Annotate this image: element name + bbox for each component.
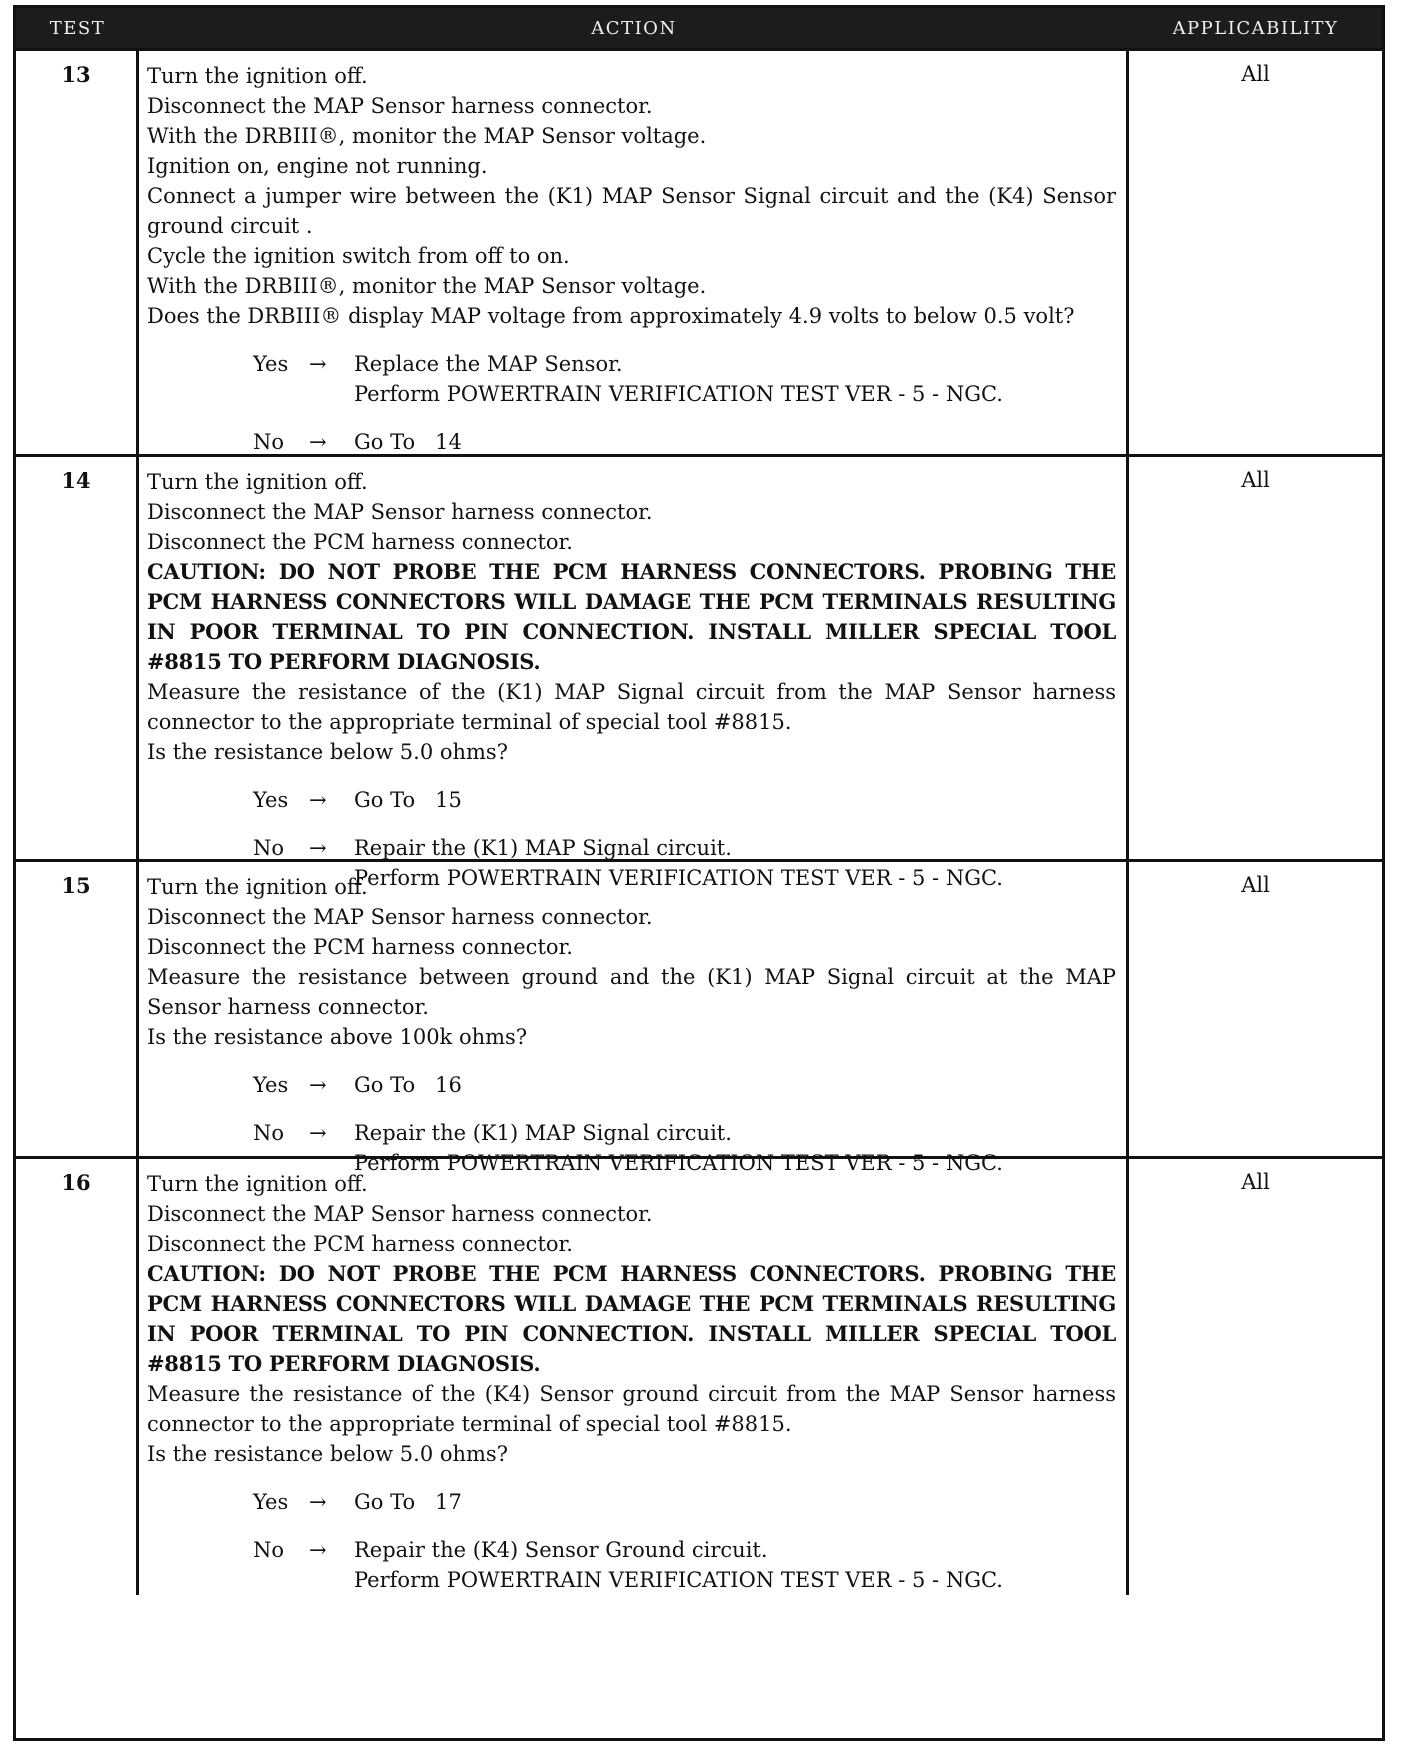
action-cell bbox=[139, 51, 1129, 454]
table-row bbox=[16, 859, 1382, 1175]
answer-no bbox=[253, 427, 1116, 457]
action-step: Disconnect the MAP Sensor harness connector. bbox=[147, 1202, 653, 1226]
table-row bbox=[16, 454, 1382, 890]
arrow-right-icon: → bbox=[309, 430, 327, 454]
action-cell bbox=[139, 1159, 1129, 1595]
table-row bbox=[16, 48, 1382, 454]
action-step: With the DRBIII®, monitor the MAP Sensor voltage. bbox=[147, 274, 707, 298]
action-step: Is the resistance below 5.0 ohms? bbox=[147, 1442, 508, 1466]
action-step: Measure the resistance between ground and the (K1) MAP Signal circuit at the MAP Sensor harness connector. bbox=[147, 965, 1116, 1019]
answer-no bbox=[253, 1535, 1116, 1595]
answer-label: Yes bbox=[253, 788, 289, 812]
header-applicability: APPLICABILITY bbox=[1172, 17, 1339, 39]
applicability-value: All bbox=[1241, 62, 1270, 86]
table-header bbox=[16, 8, 1382, 48]
answer-line: Repair the (K4) Sensor Ground circuit. bbox=[354, 1538, 768, 1562]
answer-line: Go To 15 bbox=[354, 788, 462, 812]
caution-text: CAUTION: DO NOT PROBE THE PCM HARNESS CONNECTORS. PROBING THE PCM HARNESS CONNECTORS WILL DAMAGE THE PCM TERMINALS RESULTING IN POOR TERMINAL TO PIN CONNECTION. INSTALL MILLER SPECIAL TOOL #8815 TO PERFORM DIAGNOSIS. bbox=[147, 1261, 1116, 1376]
answer-yes bbox=[253, 1070, 1116, 1100]
answer-label: No bbox=[253, 1538, 285, 1562]
arrow-right-icon: → bbox=[309, 836, 327, 860]
arrow-right-icon: → bbox=[309, 1538, 327, 1562]
header-test: TEST bbox=[49, 17, 106, 39]
action-step: Disconnect the PCM harness connector. bbox=[147, 530, 573, 554]
answer-label: Yes bbox=[253, 352, 289, 376]
test-number: 13 bbox=[16, 51, 139, 454]
answer-line: Go To 14 bbox=[354, 430, 462, 454]
action-step: Turn the ignition off. bbox=[147, 64, 368, 88]
answer-line: Perform POWERTRAIN VERIFICATION TEST VER - 5 - NGC. bbox=[354, 382, 1003, 406]
arrow-right-icon: → bbox=[309, 1073, 327, 1097]
answer-line: Perform POWERTRAIN VERIFICATION TEST VER - 5 - NGC. bbox=[354, 1568, 1003, 1592]
action-step: Ignition on, engine not running. bbox=[147, 154, 488, 178]
caution-text: CAUTION: DO NOT PROBE THE PCM HARNESS CONNECTORS. PROBING THE PCM HARNESS CONNECTORS WILL DAMAGE THE PCM TERMINALS RESULTING IN POOR TERMINAL TO PIN CONNECTION. INSTALL MILLER SPECIAL TOOL #8815 TO PERFORM DIAGNOSIS. bbox=[147, 559, 1116, 674]
answer-text bbox=[354, 349, 1116, 409]
action-step: Does the DRBIII® display MAP voltage from approximately 4.9 volts to below 0.5 volt? bbox=[147, 304, 1075, 328]
answer-label: No bbox=[253, 1121, 285, 1145]
answer-line: Replace the MAP Sensor. bbox=[354, 352, 623, 376]
answer-label: Yes bbox=[253, 1490, 289, 1514]
answer-line: Perform POWERTRAIN VERIFICATION TEST VER - 5 - NGC. bbox=[354, 866, 1003, 890]
test-number: 16 bbox=[16, 1159, 139, 1595]
header-action: ACTION bbox=[591, 17, 677, 39]
action-step: Turn the ignition off. bbox=[147, 470, 368, 494]
action-step: Measure the resistance of the (K4) Sensor ground circuit from the MAP Sensor harness connector to the appropriate terminal of special tool #8815. bbox=[147, 1382, 1116, 1436]
table-row bbox=[16, 1156, 1382, 1595]
action-step: Turn the ignition off. bbox=[147, 875, 368, 899]
answer-yes bbox=[253, 1487, 1116, 1517]
test-number: 14 bbox=[16, 457, 139, 859]
arrow-right-icon: → bbox=[309, 1490, 327, 1514]
action-step: Disconnect the MAP Sensor harness connector. bbox=[147, 94, 653, 118]
action-step: Turn the ignition off. bbox=[147, 1172, 368, 1196]
answer-line: Go To 17 bbox=[354, 1490, 462, 1514]
diagnostic-table bbox=[13, 5, 1385, 1741]
table-body bbox=[16, 48, 1382, 1595]
action-cell bbox=[139, 457, 1129, 890]
action-cell bbox=[139, 862, 1129, 1175]
answer-label: Yes bbox=[253, 1073, 289, 1097]
answer-yes bbox=[253, 785, 1116, 815]
action-step: Cycle the ignition switch from off to on. bbox=[147, 244, 570, 268]
answer-text bbox=[354, 427, 1116, 457]
answers bbox=[147, 1487, 1116, 1595]
applicability-value: All bbox=[1241, 873, 1270, 897]
action-step: Disconnect the PCM harness connector. bbox=[147, 1232, 573, 1256]
answer-text bbox=[354, 1535, 1116, 1595]
arrow-right-icon: → bbox=[309, 352, 327, 376]
action-step: Is the resistance below 5.0 ohms? bbox=[147, 740, 508, 764]
answer-line: Perform POWERTRAIN VERIFICATION TEST VER - 5 - NGC. bbox=[354, 1151, 1003, 1175]
action-step: With the DRBIII®, monitor the MAP Sensor voltage. bbox=[147, 124, 707, 148]
answer-text bbox=[354, 1487, 1116, 1517]
action-step: Disconnect the MAP Sensor harness connector. bbox=[147, 905, 653, 929]
action-step: Measure the resistance of the (K1) MAP Signal circuit from the MAP Sensor harness connector to the appropriate terminal of special tool #8815. bbox=[147, 680, 1116, 734]
answer-yes bbox=[253, 349, 1116, 409]
action-step: Disconnect the PCM harness connector. bbox=[147, 935, 573, 959]
action-step: Is the resistance above 100k ohms? bbox=[147, 1025, 528, 1049]
answer-line: Go To 16 bbox=[354, 1073, 462, 1097]
applicability-value: All bbox=[1241, 1170, 1270, 1194]
action-step: Connect a jumper wire between the (K1) MAP Sensor Signal circuit and the (K4) Sensor ground circuit . bbox=[147, 184, 1116, 238]
answer-line: Repair the (K1) MAP Signal circuit. bbox=[354, 836, 732, 860]
answer-text bbox=[354, 1070, 1116, 1100]
action-step: Disconnect the MAP Sensor harness connector. bbox=[147, 500, 653, 524]
test-number: 15 bbox=[16, 862, 139, 1156]
arrow-right-icon: → bbox=[309, 788, 327, 812]
arrow-right-icon: → bbox=[309, 1121, 327, 1145]
answer-line: Repair the (K1) MAP Signal circuit. bbox=[354, 1121, 732, 1145]
answer-label: No bbox=[253, 836, 285, 860]
applicability-value: All bbox=[1241, 468, 1270, 492]
answer-text bbox=[354, 785, 1116, 815]
answers bbox=[147, 349, 1116, 457]
answer-label: No bbox=[253, 430, 285, 454]
